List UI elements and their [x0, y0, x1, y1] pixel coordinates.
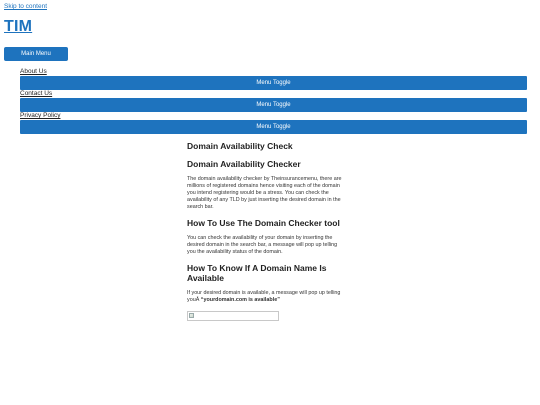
heading-how-to-know: How To Know If A Domain Name Is Available	[187, 263, 327, 283]
paragraph-how-to-know-text: If your desired domain is available, a message will pop up telling youÂ	[187, 290, 341, 303]
menu-toggle-privacy-policy[interactable]: Menu Toggle	[20, 120, 527, 134]
broken-image-placeholder	[187, 311, 279, 321]
paragraph-how-to-know	[187, 290, 347, 304]
article-content	[187, 138, 347, 321]
menu-link-about-us[interactable]: About Us	[20, 68, 47, 75]
paragraph-intro: The domain availability checker by Theinsurancemenu, there are millions of registered domains hence visiting each of the domain you intend registering would be a stress. You can check the availability of any TLD by just inserting the desired domain in the search bar.	[187, 176, 342, 210]
article-title: Domain Availability Check	[187, 141, 293, 151]
menu-item-contact-us	[20, 90, 527, 112]
menu-link-privacy-policy[interactable]: Privacy Policy	[20, 112, 61, 119]
menu-link-contact-us[interactable]: Contact Us	[20, 90, 53, 97]
heading-how-to-use: How To Use The Domain Checker tool	[187, 218, 340, 228]
menu-toggle-contact-us[interactable]: Menu Toggle	[20, 98, 527, 112]
broken-image-icon	[189, 313, 194, 318]
heading-domain-availability-checker: Domain Availability Checker	[187, 159, 301, 169]
paragraph-how-to-use: You can check the availability of your domain by inserting the desired domain in the search bar, a message will pop up telling you the availability status of the domain.	[187, 235, 338, 255]
menu-toggle-about-us[interactable]: Menu Toggle	[20, 76, 527, 90]
main-menu-button[interactable]: Main Menu	[4, 47, 68, 61]
available-message-example: “yourdomain.com is available”	[200, 297, 280, 303]
skip-to-content-link[interactable]: Skip to content	[4, 3, 47, 10]
menu-item-privacy-policy	[20, 112, 527, 134]
menu-item-about-us	[20, 68, 527, 90]
site-title-link[interactable]: TIM	[4, 18, 33, 35]
primary-menu	[20, 68, 527, 134]
